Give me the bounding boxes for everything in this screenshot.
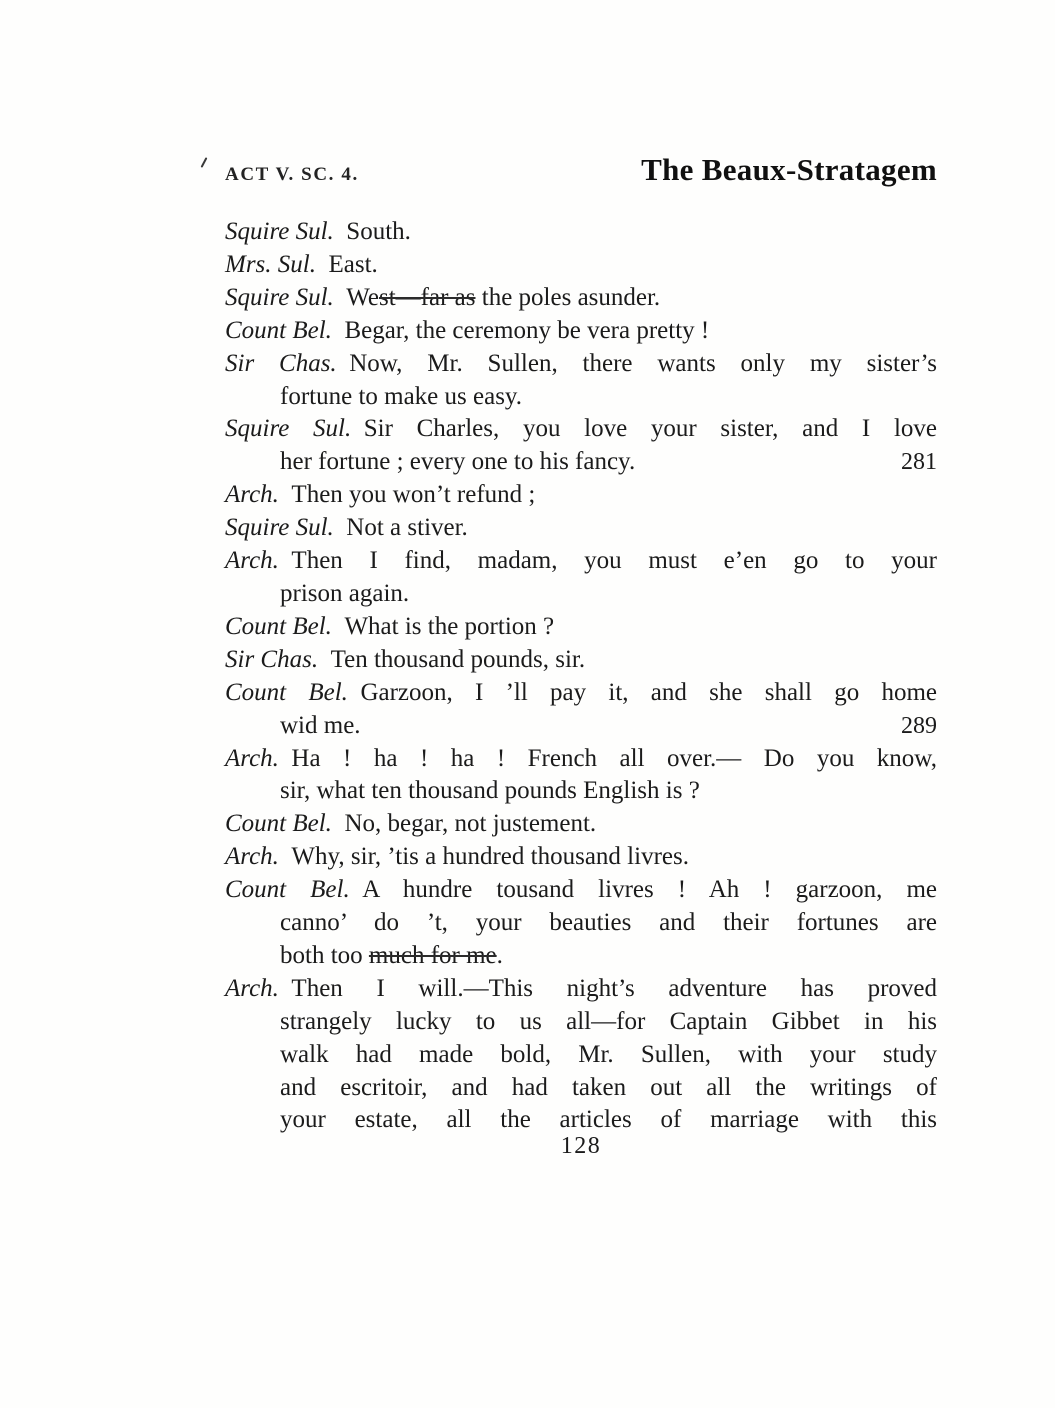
dialogue-line <box>225 282 937 315</box>
dialogue-line <box>225 841 937 874</box>
dialogue-text: Garzoon, I ’ll pay it, and she shall go home <box>360 678 937 706</box>
dialogue-text: Then I will.—This night’s adventure has proved <box>291 974 937 1002</box>
act-scene-label: ACT V. SC. 4. <box>225 164 359 185</box>
dialogue-line <box>225 348 937 381</box>
speaker-name: Count Bel. <box>225 678 348 706</box>
dialogue-line <box>225 677 937 710</box>
speaker-name: Arch. <box>225 547 279 575</box>
dialogue-line <box>225 874 937 907</box>
dialogue-text: your estate, all the articles of marriage with this <box>280 1106 937 1134</box>
dialogue-text: Then I find, madam, you must e’en go to your <box>291 547 937 575</box>
dialogue-text: walk had made bold, Mr. Sullen, with your study <box>280 1040 937 1068</box>
speaker-name: Count Bel. <box>225 316 332 344</box>
dialogue-line <box>225 512 937 545</box>
dialogue-text: Why, sir, ’tis a hundred thousand livres. <box>291 843 689 871</box>
speaker-name: Arch. <box>225 481 279 509</box>
dialogue-line <box>225 249 937 282</box>
dialogue-text: Now, Mr. Sullen, there wants only my sister’s <box>349 349 937 377</box>
speaker-name: Count Bel. <box>225 876 350 904</box>
speaker-name: Mrs. Sul. <box>225 250 316 278</box>
dialogue-text: East. <box>328 250 378 278</box>
dialogue-line <box>225 907 937 940</box>
page-header <box>225 152 937 188</box>
dialogue-line <box>225 479 937 512</box>
dialogue-line <box>225 446 937 479</box>
dialogue-text: both too much for me. <box>280 941 503 969</box>
dialogue-text: fortune to make us easy. <box>280 382 523 410</box>
speaker-name: Arch. <box>225 974 279 1002</box>
ink-mark-artifact <box>201 157 208 168</box>
dialogue-text: and escritoir, and had taken out all the writings of <box>280 1073 937 1101</box>
dialogue-text: strangely lucky to us all—for Captain Gibbet in his <box>280 1007 937 1035</box>
dialogue-line <box>225 1039 937 1072</box>
dialogue-text: Sir Charles, you love your sister, and I love <box>363 415 937 443</box>
dialogue-line <box>225 216 937 249</box>
dialogue-text: Ten thousand pounds, sir. <box>330 645 586 673</box>
speaker-name: Sir Chas. <box>225 645 319 673</box>
dialogue-text: Ha ! ha ! ha ! French all over.— Do you know, <box>291 744 937 772</box>
speaker-name: Count Bel. <box>225 810 332 838</box>
dialogue-line <box>225 315 937 348</box>
dialogue-line <box>225 940 937 973</box>
dialogue-line <box>225 743 937 776</box>
line-number: 281 <box>901 449 937 476</box>
speaker-name: Squire Sul. <box>225 283 334 311</box>
dialogue-text: prison again. <box>280 579 410 607</box>
speaker-name: Arch. <box>225 744 279 772</box>
dialogue-line <box>225 1072 937 1105</box>
dialogue-line <box>225 381 937 414</box>
dialogue-line <box>225 973 937 1006</box>
dialogue-text: canno’ do ’t, your beauties and their fortunes are <box>280 909 937 937</box>
dialogue-text: Not a stiver. <box>346 514 468 542</box>
dialogue-line <box>225 413 937 446</box>
speaker-name: Squire Sul. <box>225 415 352 443</box>
struck-text: st—far as <box>379 283 476 311</box>
speaker-name: Sir Chas. <box>225 349 337 377</box>
dialogue-text: A hundre tousand livres ! Ah ! garzoon, me <box>362 876 937 904</box>
page-number: 128 <box>560 1133 602 1159</box>
dialogue-text: her fortune ; every one to his fancy. <box>280 448 636 476</box>
dialogue-line <box>225 545 937 578</box>
speaker-name: Count Bel. <box>225 612 332 640</box>
dialogue-line <box>225 808 937 841</box>
speaker-name: Arch. <box>225 843 279 871</box>
dialogue-text: No, begar, not justement. <box>344 810 597 838</box>
dialogue-text: Begar, the ceremony be vera pretty ! <box>344 316 710 344</box>
book-title: The Beaux-Stratagem <box>641 152 937 187</box>
dialogue-text: sir, what ten thousand pounds English is ? <box>280 777 700 805</box>
dialogue-line <box>225 775 937 808</box>
speaker-name: Squire Sul. <box>225 218 334 245</box>
struck-text: much for me <box>368 941 497 969</box>
dialogue-text: What is the portion ? <box>344 612 555 640</box>
line-number: 289 <box>901 712 937 739</box>
dialogue-line <box>225 1006 937 1039</box>
speaker-name: Squire Sul. <box>225 514 334 542</box>
dialogue-text: South. <box>346 218 411 245</box>
dialogue-line <box>225 710 937 743</box>
dialogue-text: Then you won’t refund ; <box>291 481 536 509</box>
dialogue-text: West—far as the poles asunder. <box>346 283 661 311</box>
dialogue-block <box>225 216 937 1137</box>
dialogue-text: wid me. <box>280 711 361 739</box>
dialogue-line <box>225 578 937 611</box>
dialogue-line <box>225 644 937 677</box>
dialogue-line <box>225 611 937 644</box>
